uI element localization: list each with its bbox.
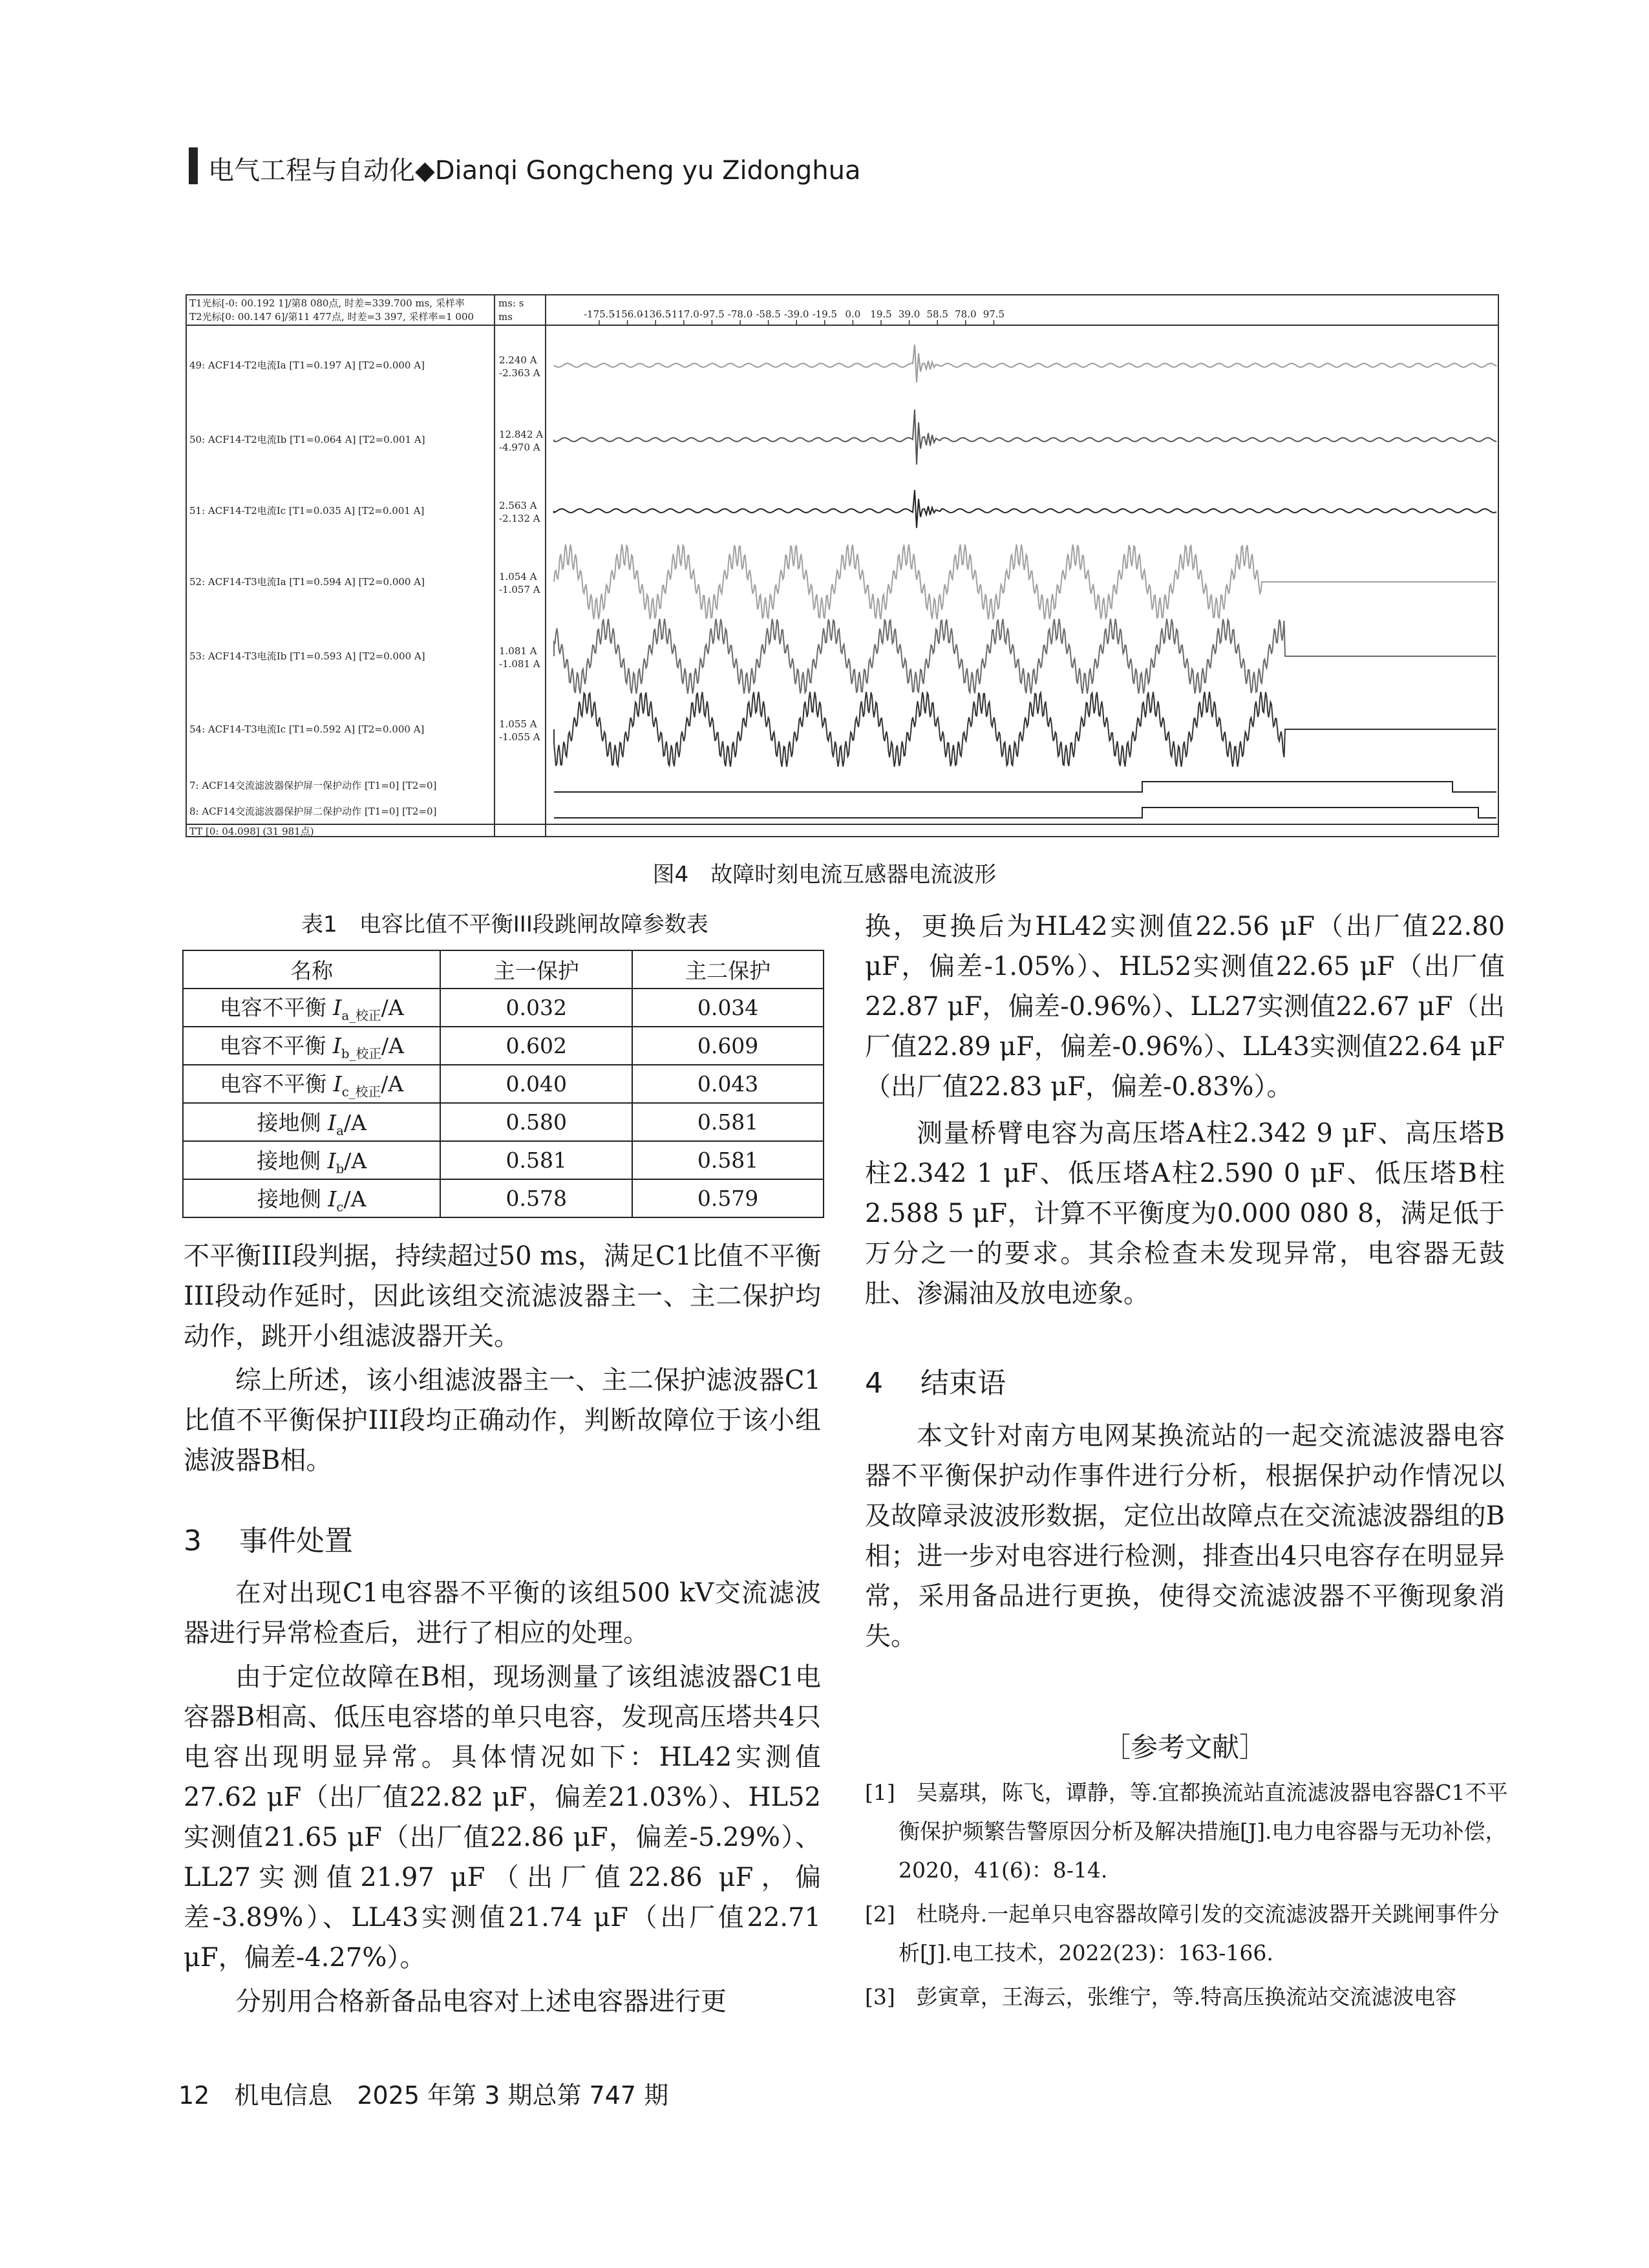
paragraph: 测量桥臂电容为高压塔A柱2.342 9 μF、高压塔B柱2.342 1 μF、低压塔A柱2.590 0 μF、低压塔B柱2.588 5 μF，计算不平衡度为0.000 080 8，满足低于万分之一的要求。其余检查未发现异常，电容器无鼓肚、渗漏油及放电迹象。 xyxy=(865,1118,1505,1309)
channel-min: -4.970 A xyxy=(499,442,540,453)
channel-min: -1.055 A xyxy=(499,731,540,743)
row-unit: /A xyxy=(343,1186,367,1212)
table-cell-main1: 0.581 xyxy=(440,1141,632,1179)
channel-max: 12.842 A xyxy=(499,429,544,440)
row-symbol: I xyxy=(333,1071,342,1097)
channel-label: 54: ACF14-T3电流Ic [T1=0.592 A] [T2=0.000 A] xyxy=(189,723,425,735)
section-4-heading xyxy=(865,1360,1006,1401)
figure-info-line-2: T2光标[0: 00.147 6]/第11 477点, 时差=3 397, 采样率=1 000 xyxy=(189,311,474,323)
right-text-block-2 xyxy=(865,1416,1505,1656)
time-tick-label: 19.5 xyxy=(870,308,892,320)
table-cell-main2: 0.581 xyxy=(632,1103,824,1141)
row-symbol: I xyxy=(328,1109,337,1135)
paragraph: 不平衡III段判据，持续超过50 ms，满足C1比值不平衡III段动作延时，因此该组交流滤波器主一、主二保护均动作，跳开小组滤波器开关。 xyxy=(184,1241,821,1351)
row-name-text: 电容不平衡 xyxy=(219,995,334,1021)
time-tick-label: 78.0 xyxy=(955,308,977,320)
time-tick-label: 97.5 xyxy=(983,308,1005,320)
section-number: 4 xyxy=(865,1367,883,1400)
figure-footer-label: TT [0: 04.098] (31 981点) xyxy=(189,826,314,837)
table-header-cell: 主一保护 xyxy=(440,950,632,989)
figure-caption: 图4 故障时刻电流互感器电流波形 xyxy=(652,862,997,888)
row-symbol: I xyxy=(328,1186,337,1212)
section-title: 结束语 xyxy=(920,1367,1006,1400)
channel-min: -2.363 A xyxy=(499,367,540,379)
channel-max: 1.081 A xyxy=(499,645,537,657)
reference-item: [1] 吴嘉琪，陈飞，谭静，等.宜都换流站直流滤波器电容器C1不平衡保护频繁告警原因分析及解决措施[J].电力电容器与无功补偿，2020，41(6)：8-14. xyxy=(865,1780,1508,1883)
row-subscript: b xyxy=(335,1161,345,1177)
row-symbol: I xyxy=(327,1148,336,1173)
paragraph: 本文针对南方电网某换流站的一起交流滤波器电容器不平衡保护动作事件进行分析，根据保护动作情况以及故障录波波形数据，定位出故障点在交流滤波器组的B相；进一步对电容进行检测，排查出4只电容存在明显异常，采用备品进行更换，使得交流滤波器不平衡现象消失。 xyxy=(865,1421,1505,1651)
left-text-block-2 xyxy=(184,1573,821,2022)
channel-label: 53: ACF14-T3电流Ib [T1=0.593 A] [T2=0.000 A] xyxy=(189,650,425,662)
table-cell-main1: 0.580 xyxy=(440,1103,632,1141)
table-row xyxy=(183,989,824,1027)
time-tick-label: -97.5 xyxy=(699,308,725,320)
row-subscript: a xyxy=(336,1123,344,1139)
table-cell-main2: 0.579 xyxy=(632,1179,824,1217)
reference-item: [2] 杜晓舟.一起单只电容器故障引发的交流滤波器开关跳闸事件分析[J].电工技术，2022(23)：163-166. xyxy=(865,1901,1500,1965)
references-list xyxy=(865,1773,1508,2017)
table-cell-name xyxy=(183,1027,440,1065)
section-title: 事件处置 xyxy=(239,1524,353,1557)
table-cell-main1: 0.032 xyxy=(440,989,632,1027)
time-tick-label: -156.0 xyxy=(612,308,643,320)
time-tick-label: -175.5 xyxy=(583,308,615,320)
time-tick-label: -39.0 xyxy=(783,308,809,320)
time-tick-label: 58.5 xyxy=(926,308,948,320)
channel-max: 1.054 A xyxy=(499,571,537,583)
row-unit: /A xyxy=(381,1033,404,1059)
parameter-table xyxy=(182,950,824,1218)
time-tick-label: -136.5 xyxy=(640,308,672,320)
table-cell-main2: 0.609 xyxy=(632,1027,824,1065)
channel-min: -1.081 A xyxy=(499,658,540,670)
page-footer: 12 机电信息 2025 年第 3 期总第 747 期 xyxy=(178,2081,669,2110)
row-unit: /A xyxy=(343,1109,367,1135)
table-cell-main1: 0.040 xyxy=(440,1065,632,1103)
table-row xyxy=(183,1103,824,1141)
table-cell-name xyxy=(183,1103,440,1141)
figure-unit-bottom: ms xyxy=(498,311,513,323)
row-unit: /A xyxy=(344,1148,367,1173)
table-header-cell: 主二保护 xyxy=(632,950,824,989)
row-unit: /A xyxy=(381,995,404,1021)
channel-max: 2.563 A xyxy=(499,500,537,511)
table-cell-name xyxy=(183,989,440,1027)
reference-item: [3] 彭寅章，王海云，张维宁，等.特高压换流站交流滤波电容 xyxy=(865,1984,1457,2009)
paragraph: 换，更换后为HL42实测值22.56 μF（出厂值22.80 μF，偏差-1.05%）、HL52实测值22.65 μF（出厂值22.87 μF，偏差-0.96%）、LL27实测值22.67 μF（出厂值22.89 μF，偏差-0.96%）、LL43实测值22.64 μF（出厂值22.83 μF，偏差-0.83%）。 xyxy=(865,912,1505,1102)
header-bar xyxy=(189,147,198,184)
channel-max: 1.055 A xyxy=(499,718,537,730)
table-row xyxy=(183,1179,824,1217)
table-header-cell: 名称 xyxy=(183,950,440,989)
table-row xyxy=(183,1141,824,1179)
row-name-text: 电容不平衡 xyxy=(220,1071,334,1097)
table-cell-name xyxy=(183,1141,440,1179)
channel-label: 52: ACF14-T3电流Ia [T1=0.594 A] [T2=0.000 A] xyxy=(189,576,425,588)
row-unit: /A xyxy=(381,1071,404,1097)
paragraph: 在对出现C1电容器不平衡的该组500 kV交流滤波器进行异常检查后，进行了相应的处理。 xyxy=(184,1578,821,1648)
channel-label: 7: ACF14交流滤波器保护屏一保护动作 [T1=0] [T2=0] xyxy=(189,780,437,791)
waveform-figure xyxy=(186,294,1499,837)
row-subscript: c xyxy=(336,1199,344,1215)
row-name-text: 接地侧 xyxy=(257,1109,328,1135)
row-name-text: 接地侧 xyxy=(257,1186,328,1212)
table-row xyxy=(183,1065,824,1103)
right-text-block-1 xyxy=(865,906,1505,1314)
table-caption: 表1 电容比值不平衡III段跳闸故障参数表 xyxy=(301,912,708,937)
table-cell-main2: 0.581 xyxy=(632,1141,824,1179)
time-tick-label: -19.5 xyxy=(812,308,838,320)
table-cell-main1: 0.578 xyxy=(440,1179,632,1217)
time-tick-label: 0.0 xyxy=(845,308,861,320)
references-title: ［参考文献］ xyxy=(1103,1731,1266,1763)
time-tick-label: -117.0 xyxy=(668,308,699,320)
running-header: 电气工程与自动化◆Dianqi Gongcheng yu Zidonghua xyxy=(208,156,861,186)
time-tick-label: -78.0 xyxy=(727,308,753,320)
table-row xyxy=(183,1027,824,1065)
channel-label: 50: ACF14-T2电流Ib [T1=0.064 A] [T2=0.001 A] xyxy=(189,434,425,445)
section-number: 3 xyxy=(184,1524,202,1557)
table-cell-main2: 0.034 xyxy=(632,989,824,1027)
row-subscript: b_校正 xyxy=(341,1046,382,1062)
paragraph: 综上所述，该小组滤波器主一、主二保护滤波器C1比值不平衡保护III段均正确动作，判断故障位于该小组滤波器B相。 xyxy=(184,1365,821,1475)
channel-label: 49: ACF14-T2电流Ia [T1=0.197 A] [T2=0.000 A] xyxy=(189,359,425,371)
table-cell-main1: 0.602 xyxy=(440,1027,632,1065)
table-cell-name xyxy=(183,1065,440,1103)
channel-label: 51: ACF14-T2电流Ic [T1=0.035 A] [T2=0.001 A] xyxy=(189,505,425,517)
paragraph: 由于定位故障在B相，现场测量了该组滤波器C1电容器B相高、低压电容塔的单只电容，发现高压塔共4只电容出现明显异常。具体情况如下：HL42实测值27.62 μF（出厂值22.82 μF，偏差21.03%）、HL52实测值21.65 μF（出厂值22.86 μF，偏差-5.29%）、LL27实测值21.97 μF（出厂值22.86 μF，偏差-3.89%）、LL43实测值21.74 μF（出厂值22.71 μF，偏差-4.27%）。 xyxy=(184,1662,821,1973)
section-3-heading xyxy=(184,1517,353,1559)
table-header-row xyxy=(183,950,824,989)
channel-max: 2.240 A xyxy=(499,354,537,366)
paragraph: 分别用合格新备品电容对上述电容器进行更 xyxy=(235,1987,727,2017)
row-symbol: I xyxy=(333,995,342,1021)
time-tick-label: 39.0 xyxy=(898,308,920,320)
row-name-text: 接地侧 xyxy=(257,1148,328,1173)
left-text-block-1 xyxy=(184,1236,821,1481)
channel-min: -1.057 A xyxy=(499,584,540,595)
time-tick-label: -58.5 xyxy=(756,308,781,320)
row-name-text: 电容不平衡 xyxy=(219,1033,333,1059)
row-subscript: a_校正 xyxy=(341,1008,381,1023)
channel-min: -2.132 A xyxy=(499,513,540,524)
figure-unit-top: ms: s xyxy=(498,297,524,309)
table-cell-name xyxy=(183,1179,440,1217)
row-subscript: c_校正 xyxy=(341,1084,381,1100)
figure-info-line-1: T1光标[-0: 00.192 1]/第8 080点, 时差=339.700 ms, 采样率 xyxy=(189,297,465,309)
table-cell-main2: 0.043 xyxy=(632,1065,824,1103)
row-symbol: I xyxy=(332,1033,341,1059)
channel-label: 8: ACF14交流滤波器保护屏二保护动作 [T1=0] [T2=0] xyxy=(189,806,437,817)
